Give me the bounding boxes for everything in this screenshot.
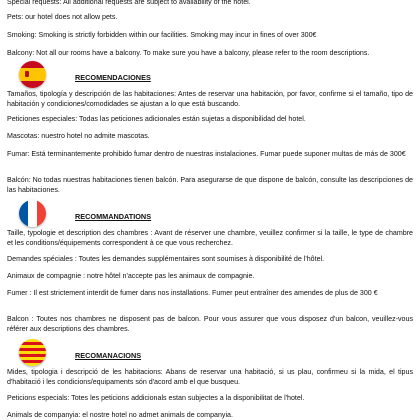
en-balcony: Balcony: Not all our rooms have a balcony. To make sure you have a balcony, please refer to the room descriptions. bbox=[7, 49, 370, 57]
ca-size: Mides, tipologia i descripció de les habitacions: Abans de reservar una habitació, si us plau, confirmeu si la mida, el tipus d'habitació i les condicions/equipaments són d'acord amb el que busqueu. bbox=[7, 368, 413, 387]
spain-flag-icon bbox=[19, 61, 46, 88]
es-size: Tamaños, tipología y descripción de las habitaciones: Antes de reservar una habitación, por favor, confirme si el tamaño, tipo de habitación y condiciones/comodidades se ajustan a lo que está buscando. bbox=[7, 90, 413, 109]
ca-pets: Animals de companyia: el nostre hotel no admet animals de companyia. bbox=[7, 411, 233, 419]
catalonia-flag-icon bbox=[19, 339, 46, 366]
es-balcony: Balcón: No todas nuestras habitaciones tienen balcón. Para asegurarse de que dispone de balcón, consulte las descripciones de las habitaciones. bbox=[7, 176, 413, 195]
en-smoking: Smoking: Smoking is strictly forbidden within our facilities. Smoking may incur in fines of over 300€ bbox=[7, 31, 317, 39]
es-heading: RECOMENDACIONES bbox=[75, 73, 151, 82]
fr-size: Taille, typologie et description des chambres : Avant de réserver une chambre, veuillez confirmer si la taille, le type de chambre et les conditions/équipements correspondent à ce que vous recherchez. bbox=[7, 229, 413, 248]
fr-smoking: Fumer : Il est strictement interdit de fumer dans nos installations. Fumer peut entraîner des amendes de plus de 300 € bbox=[7, 289, 378, 297]
fr-pets: Animaux de compagnie : notre hôtel n'accepte pas les animaux de compagnie. bbox=[7, 272, 255, 280]
es-requests: Peticiones especiales: Todas las peticiones adicionales están sujetas a disponibilidad del hotel. bbox=[7, 115, 306, 123]
fr-requests: Demandes spéciales : Toutes les demandes supplémentaires sont soumises à disponibilité de l'hôtel. bbox=[7, 255, 325, 263]
en-special-requests: Special requests: All additional requests are subject to availability of the hotel. bbox=[7, 0, 251, 6]
ca-requests: Peticions especials: Totes les peticions addicionals estan subjectes a la disponibilitat de l'hotel. bbox=[7, 394, 305, 402]
en-pets: Pets: our hotel does not allow pets. bbox=[7, 13, 118, 21]
es-smoking: Fumar: Está terminantemente prohibido fumar dentro de nuestras instalaciones. Fumar puede suponer multas de más de 300€ bbox=[7, 150, 406, 158]
es-pets: Mascotas: nuestro hotel no admite mascotas. bbox=[7, 132, 150, 140]
france-flag-icon bbox=[19, 200, 46, 227]
ca-heading: RECOMANACIONS bbox=[75, 351, 142, 360]
fr-balcony: Balcon : Toutes nos chambres ne disposent pas de balcon. Pour vous assurer que vous disposez d'un balcon, veuillez-vous référer aux descriptions des chambres. bbox=[7, 315, 413, 334]
fr-heading: RECOMMANDATIONS bbox=[75, 212, 152, 221]
